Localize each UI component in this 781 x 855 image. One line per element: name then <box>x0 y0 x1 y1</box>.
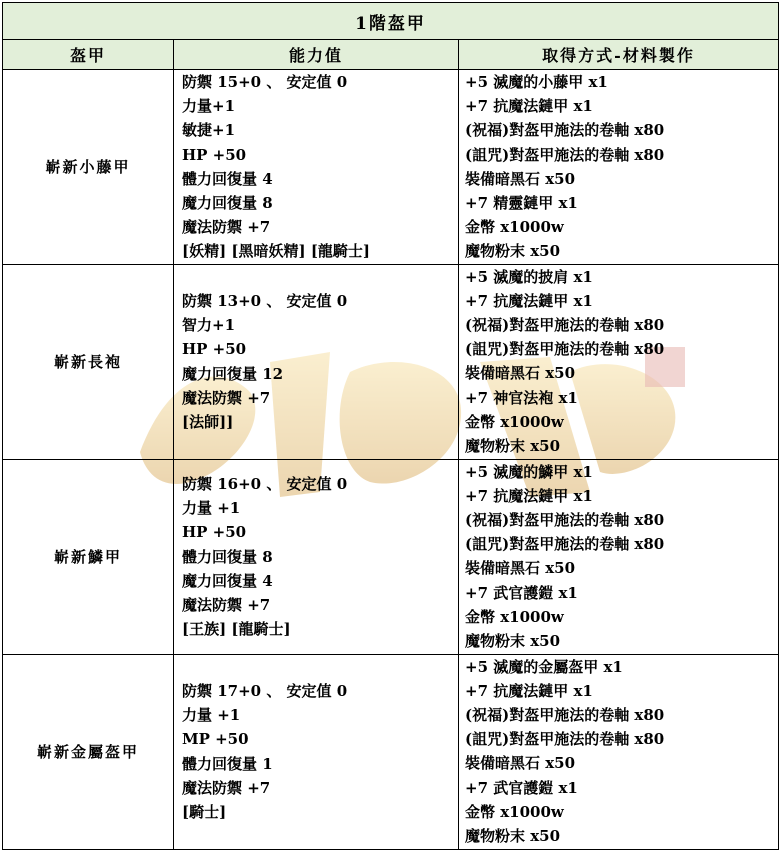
stat-line: MP +50 <box>182 730 249 749</box>
material-line: 魔物粉末 x50 <box>465 437 561 456</box>
stat-line: 魔力回復量 4 <box>182 571 273 590</box>
table-row <box>3 459 779 654</box>
table-row <box>3 654 779 849</box>
material-line: (祝福)對盔甲施法的卷軸 x80 <box>465 706 665 725</box>
armor-table <box>2 2 779 850</box>
material-line: (祝福)對盔甲施法的卷軸 x80 <box>465 121 665 140</box>
material-line: +5 滅魔的金屬盔甲 x1 <box>465 657 623 676</box>
stat-line: [王族] [龍騎士] <box>182 620 291 639</box>
material-line: (祝福)對盔甲施法的卷軸 x80 <box>465 511 665 530</box>
stats-cell <box>174 264 459 459</box>
table-title: 1階盔甲 <box>3 3 779 40</box>
material-line: 裝備暗黑石 x50 <box>465 169 576 188</box>
stat-line: HP +50 <box>182 523 247 542</box>
stat-line: 智力+1 <box>182 316 236 335</box>
material-line: +7 神官法袍 x1 <box>465 388 578 407</box>
material-line: 金幣 x1000w <box>465 412 564 431</box>
material-line: 金幣 x1000w <box>465 607 564 626</box>
stats-cell <box>174 459 459 654</box>
material-line: +7 抗魔法鏈甲 x1 <box>465 681 593 700</box>
armor-name: 嶄新長袍 <box>3 264 174 459</box>
stat-line: 魔法防禦 +7 <box>182 388 271 407</box>
stat-line: 魔法防禦 +7 <box>182 778 271 797</box>
material-line: (詛咒)對盔甲施法的卷軸 x80 <box>465 340 665 359</box>
material-line: +5 滅魔的披肩 x1 <box>465 267 593 286</box>
material-line: +7 精靈鏈甲 x1 <box>465 194 578 213</box>
stat-line: 敏捷+1 <box>182 121 236 140</box>
stat-line: 體力回復量 1 <box>182 754 273 773</box>
material-line: (祝福)對盔甲施法的卷軸 x80 <box>465 316 665 335</box>
table-row <box>3 264 779 459</box>
stat-line: 體力回復量 8 <box>182 547 273 566</box>
material-line: 裝備暗黑石 x50 <box>465 364 576 383</box>
column-header-materials: 取得方式-材料製作 <box>459 40 779 70</box>
stat-line: 防禦 16+0 、 安定值 0 <box>182 474 348 493</box>
material-line: +5 滅魔的鱗甲 x1 <box>465 462 593 481</box>
stat-line: HP +50 <box>182 145 247 164</box>
stat-line: HP +50 <box>182 340 247 359</box>
materials-cell <box>459 264 779 459</box>
armor-name: 嶄新鱗甲 <box>3 459 174 654</box>
material-line: (詛咒)對盔甲施法的卷軸 x80 <box>465 145 665 164</box>
materials-cell <box>459 459 779 654</box>
stat-line: 魔力回復量 12 <box>182 364 284 383</box>
stat-line: [騎士] <box>182 803 227 822</box>
material-line: 魔物粉末 x50 <box>465 242 561 261</box>
stat-line: 魔法防禦 +7 <box>182 218 271 237</box>
stats-cell <box>174 654 459 849</box>
material-line: 魔物粉末 x50 <box>465 827 561 846</box>
stat-line: 魔力回復量 8 <box>182 194 273 213</box>
material-line: +5 滅魔的小藤甲 x1 <box>465 73 608 91</box>
material-line: 魔物粉末 x50 <box>465 632 561 651</box>
material-line: 裝備暗黑石 x50 <box>465 559 576 578</box>
column-header-stats: 能力值 <box>174 40 459 70</box>
material-line: (詛咒)對盔甲施法的卷軸 x80 <box>465 535 665 554</box>
table-row <box>3 70 779 265</box>
material-line: +7 抗魔法鏈甲 x1 <box>465 97 593 116</box>
stat-line: 體力回復量 4 <box>182 169 273 188</box>
material-line: (詛咒)對盔甲施法的卷軸 x80 <box>465 730 665 749</box>
armor-name: 嶄新金屬盔甲 <box>3 654 174 849</box>
material-line: 裝備暗黑石 x50 <box>465 754 576 773</box>
stat-line: 防禦 13+0 、 安定值 0 <box>182 292 348 311</box>
materials-cell <box>459 654 779 849</box>
stat-line: 防禦 15+0 、 安定值 0 <box>182 73 348 91</box>
material-line: +7 抗魔法鏈甲 x1 <box>465 291 593 310</box>
materials-cell <box>459 70 779 265</box>
stat-line: [法師]] <box>182 413 234 432</box>
material-line: +7 武官護鎧 x1 <box>465 583 578 602</box>
stat-line: 魔法防禦 +7 <box>182 595 271 614</box>
stat-line: 力量 +1 <box>182 499 241 518</box>
stats-cell <box>174 70 459 265</box>
armor-name: 嶄新小藤甲 <box>3 70 174 265</box>
material-line: 金幣 x1000w <box>465 802 564 821</box>
material-line: +7 抗魔法鏈甲 x1 <box>465 486 593 505</box>
material-line: 金幣 x1000w <box>465 218 564 237</box>
stat-line: [妖精] [黑暗妖精] [龍騎士] <box>182 242 371 261</box>
material-line: +7 武官護鎧 x1 <box>465 778 578 797</box>
stat-line: 力量+1 <box>182 97 236 116</box>
stat-line: 防禦 17+0 、 安定值 0 <box>182 682 348 701</box>
stat-line: 力量 +1 <box>182 706 241 725</box>
column-header-armor: 盔甲 <box>3 40 174 70</box>
